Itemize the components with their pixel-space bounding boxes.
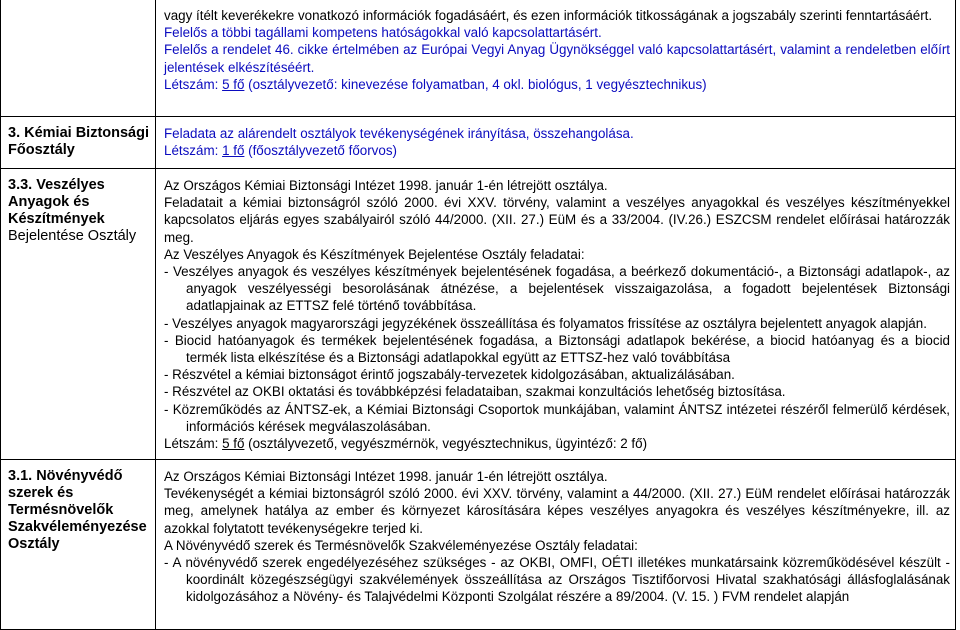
table-row xyxy=(1,460,956,630)
text-line: Az Országos Kémiai Biztonsági Intézet 1998. január 1-én létrejött osztálya. xyxy=(164,469,608,484)
task-item: - Biocid hatóanyagok és termékek bejelentésének fogadása, a Biztonsági adatlapok bekérése, a biocid hatóanyag és a biocid termék lista elkészítése és a Biztonsági adatlapokkal együtt az ETTSZ-hez való továbbítása xyxy=(164,332,950,366)
staff-count: 1 fő xyxy=(222,143,245,159)
task-item: - Veszélyes anyagok és veszélyes készítmények bejelentésének fogadása, a beérkező dokumentáció-, a Biztonsági adatlapok-, az anyagok veszélyességi besorolásának átnézése, a bejelentések visszaigazolása, a fogadott bejelentések Biztonsági adatlapjainak az ETTSZ felé történő továbbítása. xyxy=(164,264,950,314)
section-title: 3.1. Növényvédő szerek és Termésnövelők Szakvéleményezése Osztály xyxy=(8,468,147,552)
description-cell xyxy=(156,117,956,169)
text-line: Tevékenységét a kémiai biztonságról szóló 2000. évi XXV. törvény, valamint a 44/2000. (XII. 27.) EüM rendelet előírásai határozzák meg, amelynek hatálya az ember és környezet károsítására képes veszélyes anyagokra és veszélyes készítményekre, ill. az azokkal folytatott tevékenységekre terjed ki. xyxy=(164,486,950,536)
task-item: - Részvétel a kémiai biztonságot érintő jogszabály-tervezetek kidolgozásában, aktualizálásában. xyxy=(164,367,735,383)
task-item: - Közreműködés az ÁNTSZ-ek, a Kémiai Biztonsági Csoportok munkájában, valamint ÁNTSZ intézetei részéről felmerülő kérdések, információs kérések megválaszolásában. xyxy=(164,401,950,434)
staff-line xyxy=(164,142,950,159)
staff-prefix: Létszám: xyxy=(164,436,223,452)
text-line: vagy ítélt keverékekre vonatkozó információk fogadásáért, és ezen információk titkosságának a jogszabály szerinti fenntartásáért. xyxy=(164,8,933,23)
task-item: - Részvétel az OKBI oktatási és továbbképzési feladataiban, szakmai konzultációs lehetőség biztosítása. xyxy=(164,384,786,400)
table-row xyxy=(1,117,956,169)
text-line: Felelős a többi tagállami kompetens hatóságokkal való kapcsolattartásért. xyxy=(164,25,602,41)
staff-line xyxy=(164,76,950,93)
text-line: Felelős a rendelet 46. cikke értelmében az Európai Vegyi Anyag Ügynökséggel való kapcsolattartásért, valamint a rendeletben előírt jelentések elkészítéséért. xyxy=(164,42,950,75)
section-title: 3. Kémiai Biztonsági Főosztály xyxy=(8,125,150,158)
text-line: Feladatait a kémiai biztonságról szóló 2000. évi XXV. törvény, valamint a veszélyes anyagokkal és veszélyes készítményekkel kapcsolatos eljárás egyes szabályairól szóló 44/2000. (XII. 27.) EüM és a 33/2004. (IV.26.) ESZCSM rendelet előírásai határozzák meg. xyxy=(164,195,950,245)
text-line: Az Veszélyes Anyagok és Készítmények Bejelentése Osztály feladatai: xyxy=(164,246,585,262)
task-item: - A növényvédő szerek engedélyezéséhez szükséges - az OKBI, OMFI, OÉTI illetékes munkatársaink közreműködésével készült - koordinált közegészségügyi szakvélemények összeállítása az Országos Tisztifőorvosi Hivatal szakhatósági állásfoglalásának kidolgozásához a Növény- és Talajvédelmi Központi Szolgálat részére a 89/2004. (V. 15. ) FVM rendelet alapján xyxy=(164,555,950,605)
staff-count: 5 fő xyxy=(222,436,245,452)
staff-prefix: Létszám: xyxy=(164,76,223,92)
description-cell xyxy=(156,0,956,117)
section-cell xyxy=(1,169,156,460)
text-line: Feladata az alárendelt osztályok tevékenységének irányítása, összehangolása. xyxy=(164,126,634,141)
description-cell xyxy=(156,169,956,460)
table-row xyxy=(1,169,956,460)
section-cell xyxy=(1,117,156,169)
section-cell xyxy=(1,460,156,630)
staff-detail: (osztályvezető: kinevezése folyamatban, 4 okl. biológus, 1 vegyésztechnikus) xyxy=(244,76,707,92)
task-item: - Veszélyes anyagok magyarországi jegyzékének összeállítása és folyamatos frissítése az osztályra bejelentett anyagok alapján. xyxy=(164,315,927,331)
staff-count: 5 fő xyxy=(222,76,245,92)
staff-detail: (osztályvezető, vegyészmérnök, vegyésztechnikus, ügyintéző: 2 fő) xyxy=(244,436,648,452)
description-cell xyxy=(156,460,956,630)
section-title-continuation: Bejelentése Osztály xyxy=(8,228,137,244)
staff-detail: (főosztályvezető főorvos) xyxy=(244,143,397,159)
text-line: Az Országos Kémiai Biztonsági Intézet 1998. január 1-én létrejött osztálya. xyxy=(164,178,608,193)
section-cell-empty xyxy=(1,0,156,117)
staff-prefix: Létszám: xyxy=(164,143,223,159)
table-row xyxy=(1,0,956,117)
staff-line xyxy=(164,435,950,452)
text-line: A Növényvédő szerek és Termésnövelők Szakvéleményezése Osztály feladatai: xyxy=(164,537,638,553)
section-title: 3.3. Veszélyes Anyagok és Készítmények xyxy=(8,177,105,227)
